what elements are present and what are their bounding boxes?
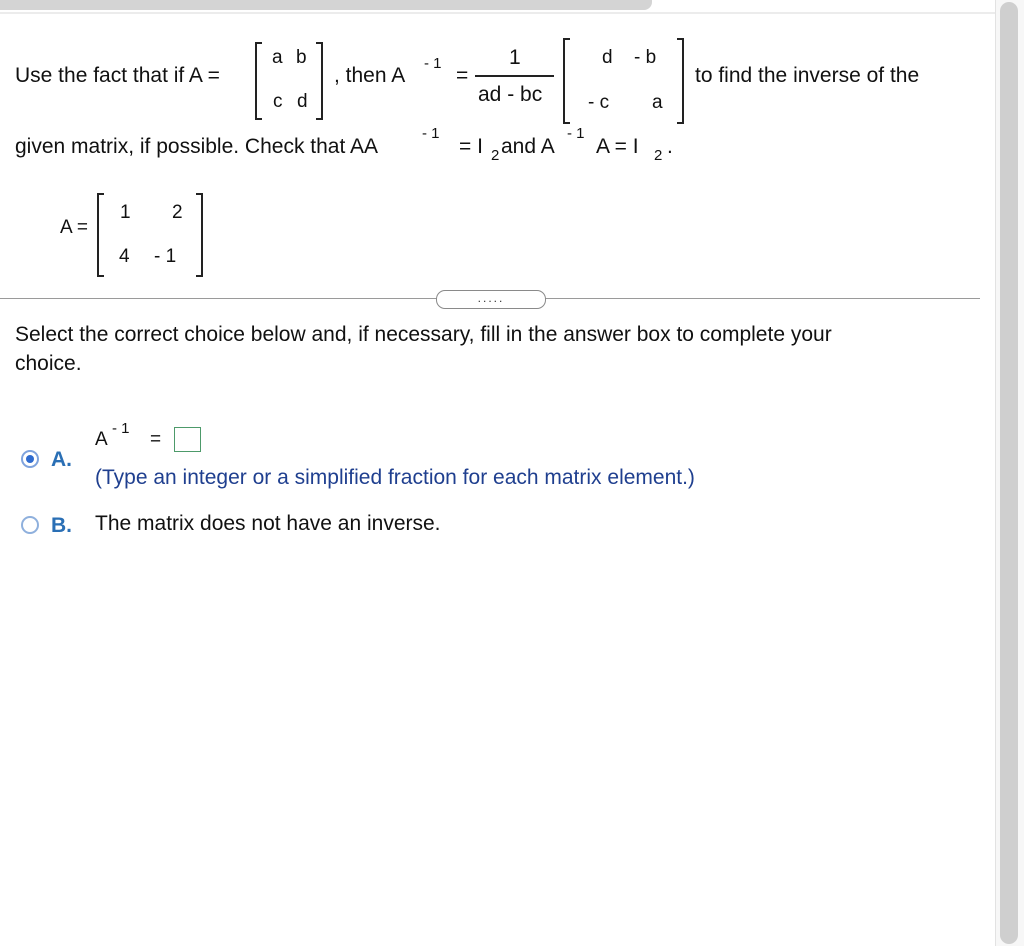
choice-b-text[interactable]: The matrix does not have an inverse.: [95, 512, 441, 535]
choice-b-letter[interactable]: B.: [51, 514, 72, 537]
given-bracket-right: [196, 193, 203, 277]
adj-neg-b: - b: [634, 47, 657, 68]
adj-neg-c: - c: [588, 92, 610, 113]
choice-a-radio[interactable]: [21, 450, 39, 468]
line2-and: and A: [501, 135, 555, 158]
adj-bracket-right: [677, 38, 684, 124]
matrix-d: d: [297, 91, 308, 112]
line2-a: A = I: [596, 135, 639, 158]
line2-sub-1: 2: [491, 147, 500, 164]
answer-input-box[interactable]: [174, 427, 201, 452]
given-bracket-left: [97, 193, 104, 277]
choice-a-lhs: A: [95, 429, 108, 450]
line2-exp-1: - 1: [422, 125, 440, 142]
top-bar: [0, 0, 652, 10]
equals-sign: =: [456, 64, 469, 87]
given-m21: 4: [119, 246, 130, 267]
instruction-line1: Select the correct choice below and, if necessary, fill in the answer box to complete your: [15, 323, 832, 346]
given-label: A =: [60, 217, 88, 238]
adj-d: d: [602, 47, 613, 68]
choice-a-hint: (Type an integer or a simplified fraction for each matrix element.): [95, 466, 695, 489]
line2-exp-2: - 1: [567, 125, 585, 142]
matrix-bracket-left: [255, 42, 262, 120]
more-button[interactable]: .....: [436, 290, 546, 309]
line2-mid: = I: [459, 135, 483, 158]
adj-a: a: [652, 92, 663, 113]
choice-a-equals: =: [150, 429, 162, 450]
matrix-b: b: [296, 47, 307, 68]
matrix-bracket-right: [316, 42, 323, 120]
given-m11: 1: [120, 202, 131, 223]
intro-text: Use the fact that if A =: [15, 64, 220, 87]
line2-start: given matrix, if possible. Check that AA: [15, 135, 378, 158]
fraction-denominator: ad - bc: [478, 83, 543, 106]
fraction-numerator: 1: [509, 46, 521, 69]
matrix-c: c: [273, 91, 283, 112]
matrix-a: a: [272, 47, 283, 68]
given-m12: 2: [172, 202, 183, 223]
top-divider: [0, 12, 996, 14]
scrollbar-thumb[interactable]: [1000, 2, 1018, 944]
line2-sub-2: 2: [654, 147, 663, 164]
choice-a-letter[interactable]: A.: [51, 448, 72, 471]
tail-text: to find the inverse of the: [695, 64, 920, 87]
inverse-exponent: - 1: [424, 55, 442, 72]
then-text: , then A: [334, 64, 406, 87]
line2-end: .: [667, 135, 673, 158]
instruction-line2: choice.: [15, 352, 82, 375]
choice-a-exponent: - 1: [112, 420, 130, 437]
fraction-bar: [475, 75, 554, 77]
given-m22: - 1: [154, 246, 177, 267]
choice-b-radio[interactable]: [21, 516, 39, 534]
adj-bracket-left: [563, 38, 570, 124]
